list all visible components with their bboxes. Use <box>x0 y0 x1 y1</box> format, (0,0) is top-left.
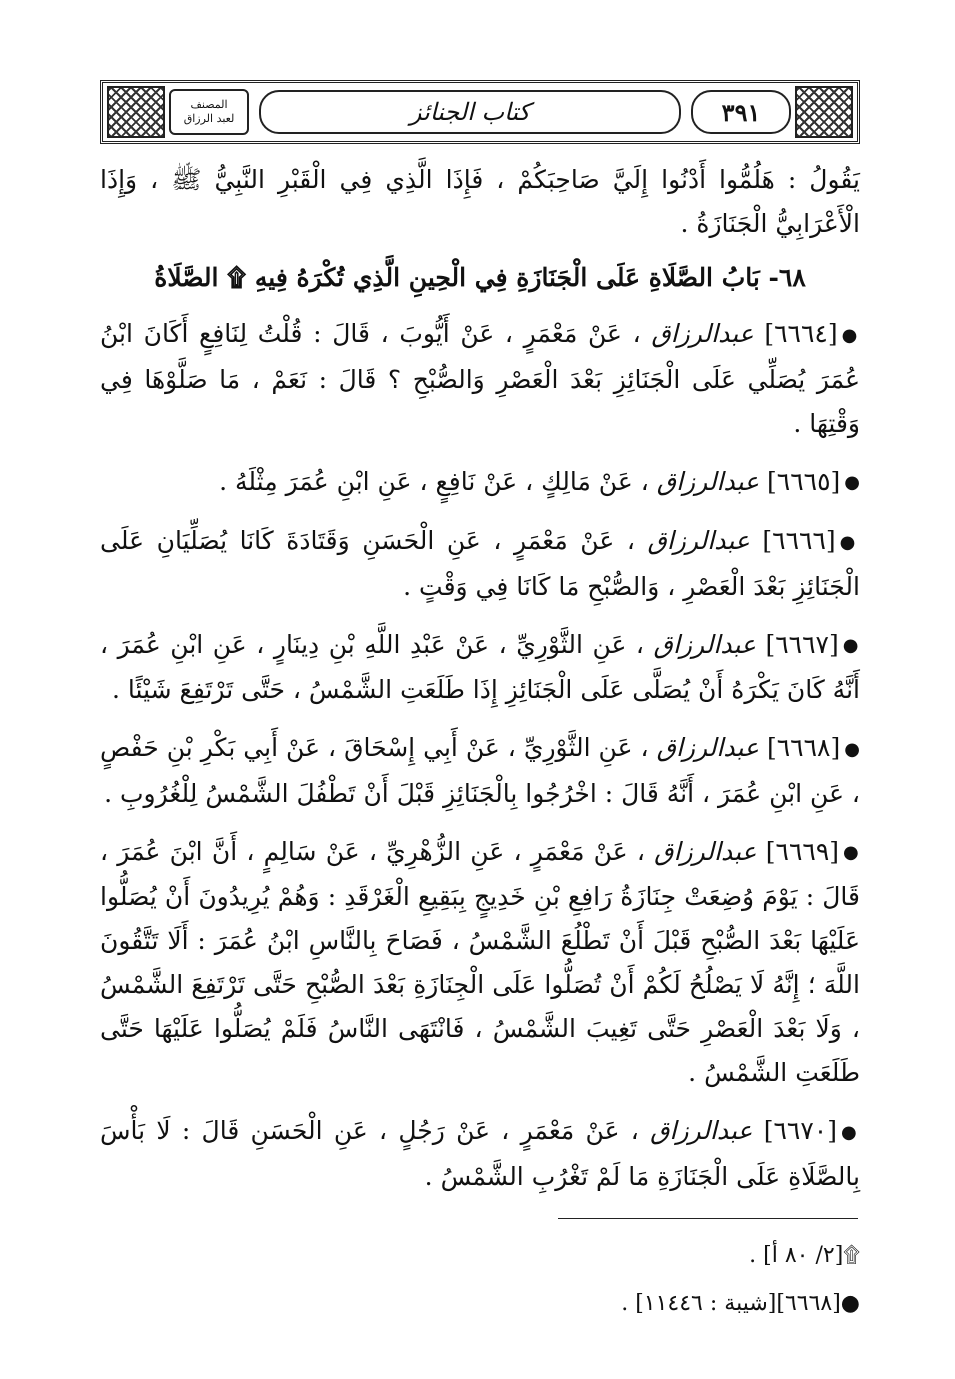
main-text <box>100 158 860 1213</box>
intro-paragraph: يَقُولُ : هَلُمُّوا أَدْنُوا إِلَيَّ صَاحِبَكُمْ ، فَإِذَا الَّذِي فِي الْقَبْرِ النَّبِيُّ ﷺ ، وَإِذَا الْأَعْرَابِيُّ الْجَنَازَةُ . <box>100 165 860 238</box>
hadith-number: [٦٦٦٥] <box>767 466 841 496</box>
hadith-author: عبدالرزاق <box>656 466 760 496</box>
hadith-author: عبدالرزاق <box>653 629 756 659</box>
hadith-text: ، عَنْ مَعْمَرٍ ، عَنْ أَيُّوبَ ، قَالَ : قُلْتُ لِنَافِعٍ أَكَانَ ابْنُ عُمَرَ يُصَلِّي عَلَى الْجَنَائِزِ بَعْدَ الْعَصْرِ وَالصُّبْحِ ؟ قَالَ : نَعَمْ ، مَا صَلَّوْهَا فِي وَقْتِهَا . <box>100 319 860 438</box>
bullet-icon: ● <box>843 842 860 863</box>
hadith-text: ، عَنْ مَعْمَرٍ ، عَنْ رَجُلٍ ، عَنِ الْحَسَنِ قَالَ : لَا بَأْسَ بِالصَّلَاةِ عَلَى الْجَنَازَةِ مَا لَمْ تَغْرُبِ الشَّمْسُ . <box>100 1116 860 1191</box>
bullet-icon: ● <box>840 1121 861 1143</box>
chapter-heading: ٦٨- بَابُ الصَّلَاةِ عَلَى الْجَنَازَةِ فِي الْحِينِ الَّذِي تُكْرَهُ فِيهِ ۩ الصَّلَاةُ <box>154 263 806 292</box>
hadith-6669 <box>100 830 860 1096</box>
hadith-author: عبدالرزاق <box>656 733 759 762</box>
bullet-icon: ● <box>844 738 860 760</box>
hadith-number: [٦٦٦٩] <box>765 836 840 866</box>
page-number: ٣٩١ <box>691 90 791 134</box>
logo-line2: لعبد الرزاق <box>183 112 235 125</box>
hadith-6668 <box>100 726 860 816</box>
bullet-icon: ● <box>842 635 860 656</box>
book-logo <box>169 89 249 135</box>
page-header <box>100 80 860 144</box>
hadith-number: [٦٦٦٤] <box>764 319 838 348</box>
running-title: كتاب الجنائز <box>259 90 681 134</box>
hadith-6666 <box>100 519 860 609</box>
hadith-text: ، عَنْ مَالِكٍ ، عَنْ نَافِعٍ ، عَنِ ابْنِ عُمَرَ مِثْلَهُ . <box>219 466 649 496</box>
hadith-author: عبدالرزاق <box>654 836 757 866</box>
hadith-number: [٦٦٦٦] <box>762 526 836 555</box>
footnote-2: ●[٦٦٦٨][شيبة : ١١٤٤٦] . <box>621 1291 860 1316</box>
hadith-author: عبدالرزاق <box>647 526 750 555</box>
footnotes <box>100 1236 860 1332</box>
hadith-text: ، عَنِ الثَّوْرِيِّ ، عَنْ أَبِي إِسْحَاقَ ، عَنْ أَبِي بَكْرِ بْنِ حَفْصٍ ، عَنِ ابْنِ عُمَرَ ، أَنَّهُ قَالَ : اخْرُجُوا بِالْجَنَائِزِ قَبْلَ أَنْ تَطْفُلَ الشَّمْسُ لِلْغُرُوبِ . <box>100 733 860 808</box>
hadith-text: ، عَنْ مَعْمَرٍ ، عَنِ الْحَسَنِ وَقَتَادَةَ كَانَا يُصَلِّيَانِ عَلَى الْجَنَائِزِ بَعْدَ الْعَصْرِ ، وَالصُّبْحِ مَا كَانَا فِي وَقْتٍ . <box>100 526 860 601</box>
logo-line1: المصنف <box>190 98 228 111</box>
hadith-text: ، عَنِ الثَّوْرِيِّ ، عَنْ عَبْدِ اللَّهِ بْنِ دِينَارٍ ، عَنِ ابْنِ عُمَرَ ، أَنَّهُ كَانَ يَكْرَهُ أَنْ يُصَلَّى عَلَى الْجَنَائِزِ إِذَا طَلَعَتِ الشَّمْسُ ، حَتَّى تَرْتَفِعَ شَيْئًا . <box>100 629 860 704</box>
hadith-6665 <box>100 460 860 506</box>
bullet-icon: ● <box>841 324 860 346</box>
hadith-number: [٦٦٧٠] <box>763 1116 837 1145</box>
hadith-author: عبدالرزاق <box>651 319 754 348</box>
bullet-icon: ● <box>844 472 860 493</box>
footnote-1: ۩[٢/ ٨٠ أ] . <box>749 1243 860 1268</box>
hadith-number: [٦٦٦٧] <box>765 629 839 659</box>
hadith-number: [٦٦٦٨] <box>766 733 841 762</box>
hadith-text: ، عَنْ مَعْمَرٍ ، عَنِ الزُّهْرِيِّ ، عَنْ سَالِمٍ ، أَنَّ ابْنَ عُمَرَ ، قَالَ : يَوْمَ وُضِعَتْ جِنَازَةُ رَافِعِ بْنِ خَدِيجٍ بِبَقِيعِ الْغَرْقَدِ : وَهُمْ يُرِيدُونَ أَنْ يُصَلُّوا عَلَيْهَا بَعْدَ الصُّبْحِ قَبْلَ أَنْ تَطْلُعَ الشَّمْسُ ، فَصَاحَ بِالنَّاسِ ابْنُ عُمَرَ : أَلَا تَتَّقُونَ اللَّهَ ؛ إِنَّهُ لَا يَصْلُحُ لَكُمْ أَنْ تُصَلُّوا عَلَى الْجِنَازَةِ بَعْدَ الصُّبْحِ حَتَّى تَرْتَفِعَ الشَّمْسُ ، وَلَا بَعْدَ الْعَصْرِ حَتَّى تَغِيبَ الشَّمْسُ ، فَانْتَهَى النَّاسُ فَلَمْ يُصَلُّوا عَلَيْهَا حَتَّى طَلَعَتِ الشَّمْسُ . <box>100 836 860 1087</box>
hadith-author: عبدالرزاق <box>650 1116 753 1145</box>
hadith-6667 <box>100 623 860 713</box>
bullet-icon: ● <box>839 531 860 553</box>
hadith-6670 <box>100 1109 860 1199</box>
ornament-left <box>795 86 853 138</box>
ornament-right <box>107 86 165 138</box>
hadith-6664 <box>100 312 860 446</box>
footnote-divider <box>558 1218 858 1219</box>
